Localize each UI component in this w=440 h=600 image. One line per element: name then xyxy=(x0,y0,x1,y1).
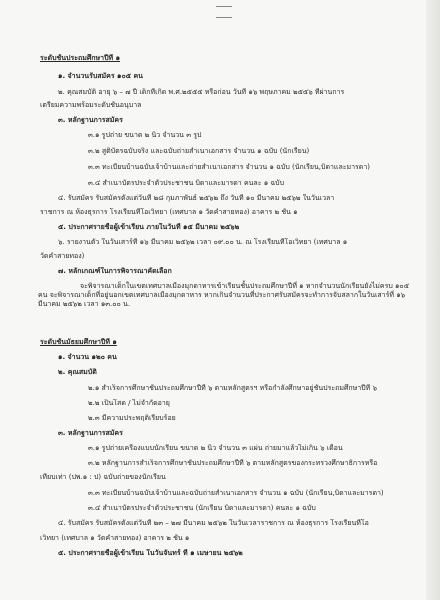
primary-item-4-cont: ราชการ ณ ห้องธุรการ โรงเรียนที่โอเวิทยา (เทศบาล ๑ วัดคำสายทอง) อาคาร ๒ ชั้น ๑ xyxy=(40,208,298,216)
primary-doc-2: ๓.๒ สูติบัตรฉบับจริง และฉบับถ่ายสำเนาเอกสาร จำนวน ๑ ฉบับ (นักเรียน) xyxy=(88,147,310,155)
primary-item-2: ๒. คุณสมบัติ อายุ ๖ – ๗ ปี เด็กที่เกิด พ.ศ.๒๕๕๕ หรือก่อน วันที่ ๑๖ พฤษภาคม ๒๕๕๖ ที่ผ่านการ xyxy=(58,88,345,96)
primary-item-4: ๔. รับสมัคร รับสมัครตั้งแต่วันที่ ๒๘ กุมภาพันธ์ ๒๕๖๒ ถึง วันที่ ๑๐ มีนาคม ๒๕๖๒ ในวันเวลา xyxy=(58,194,335,202)
primary-item-7: ๗. หลักเกณฑ์ในการพิจารณาคัดเลือก xyxy=(58,267,172,275)
primary-doc-3: ๓.๓ ทะเบียนบ้านฉบับเจ้าบ้านและถ่ายสำเนาเอกสาร จำนวน ๑ ฉบับ (นักเรียน,บิดาและมารดา) xyxy=(88,163,370,171)
secondary-section-heading: ระดับชั้นมัธยมศึกษาปีที่ ๑ xyxy=(40,338,117,346)
primary-section-heading: ระดับชั้นประถมศึกษาปีที่ ๑ xyxy=(40,54,121,62)
secondary-item-4-cont: เวิทยา (เทศบาล ๑ วัดคำสายทอง) อาคาร ๒ ชั้น ๑ xyxy=(40,534,190,542)
primary-item-1: ๑. จำนวนรับสมัคร ๑๐๕ คน xyxy=(58,72,143,80)
page-edge-shadow xyxy=(426,0,440,600)
primary-item-3: ๓. หลักฐานการสมัคร xyxy=(58,116,123,124)
secondary-doc-4: ๓.๔ สำเนาบัตรประจำตัวประชาชน (นักเรียน บิดาและมารดา) คนละ ๑ ฉบับ xyxy=(88,504,316,512)
secondary-item-5: ๕. ประกาศรายชื่อผู้เข้าเรียน ในวันจันทร์ ที่ ๑ เมษายน ๒๕๖๒ xyxy=(58,549,243,557)
secondary-qual-2: ๒.๒ เป็นโสด / ไม่จำกัดอายุ xyxy=(88,399,170,407)
primary-item-5: ๕. ประกาศรายชื่อผู้เข้าเรียน ภายในวันที่ ๑๕ มีนาคม ๒๕๖๒ xyxy=(58,223,240,231)
secondary-doc-3: ๓.๓ ทะเบียนบ้านฉบับเจ้าบ้านและฉบับถ่ายสำเนาเอกสาร จำนวน ๑ ฉบับ (นักเรียน,บิดาและมารดา) xyxy=(88,489,384,497)
primary-doc-4: ๓.๔ สำเนาบัตรประจำตัวประชาชน บิดาและมารดา คนละ ๑ ฉบับ xyxy=(88,179,285,187)
secondary-doc-2-cont: เทียบเท่า (ปพ.๑ : ป) ฉบับถ่ายของนักเรียน xyxy=(40,473,166,481)
primary-item-7-body: จะพิจารณาเด็กในเขตเทศบาลเมืองมุกดาหารเข้าเรียนชั้นประถมศึกษาปีที่ ๑ หากจำนวนนักเรียนยังไม่ครบ ๑๐๕ คน จะพิจารณาเด็กที่อยู่นอกเขตเทศบาลเมืองมุกดาหาร หากเกินจำนวนที่ประกาศรับสมัครจะทำการจับสลากในวันเสาร์ที่ ๑๖ มีนาคม ๒๕๖๒ เวลา ๑๓.๐๐ น. xyxy=(38,282,410,308)
secondary-item-3: ๓. หลักฐานการสมัคร xyxy=(58,429,123,437)
header-ornament xyxy=(216,6,232,18)
secondary-doc-2: ๓.๒ หลักฐานการสำเร็จการศึกษาชั้นประถมศึกษาปีที่ ๖ ตามหลักสูตรของกระทรวงศึกษาธิการหรือ xyxy=(88,459,378,467)
primary-item-2-cont: เตรียมความพร้อมระดับชั้นอนุบาล xyxy=(40,101,142,109)
secondary-item-1: ๑. จำนวน ๑๒๐ คน xyxy=(58,353,117,361)
primary-doc-1: ๓.๑ รูปถ่าย ขนาด ๒ นิ้ว จำนวน ๓ รูป xyxy=(88,131,202,139)
secondary-item-2: ๒. คุณสมบัติ xyxy=(58,368,97,376)
secondary-doc-1: ๓.๑ รูปถ่ายเครื่องแบบนักเรียน ขนาด ๒ นิ้ว จำนวน ๓ แผ่น ถ่ายมาแล้วไม่เกิน ๖ เดือน xyxy=(88,444,343,452)
secondary-qual-3: ๒.๓ มีความประพฤติเรียบร้อย xyxy=(88,414,176,422)
primary-item-6: ๖. รายงานตัว ในวันเสาร์ที่ ๑๖ มีนาคม ๒๕๖๒ เวลา ๐๙.๐๐ น. ณ โรงเรียนที่โอเวิทยา (เทศบาล ๑ xyxy=(58,238,348,246)
primary-item-6-cont: วัดคำสายทอง) xyxy=(40,252,85,260)
secondary-item-4: ๔. รับสมัคร รับสมัครตั้งแต่วันที่ ๒๓ – ๒๗ มีนาคม ๒๕๖๒ ในวันเวลาราชการ ณ ห้องธุรการ โรงเรียนที่โอ xyxy=(58,519,369,527)
secondary-qual-1: ๒.๑ สำเร็จการศึกษาชั้นประถมศึกษาปีที่ ๖ ตามหลักสูตรฯ หรือกำลังศึกษาอยู่ชั้นประถมศึกษาปีที่ ๖ xyxy=(88,384,377,392)
